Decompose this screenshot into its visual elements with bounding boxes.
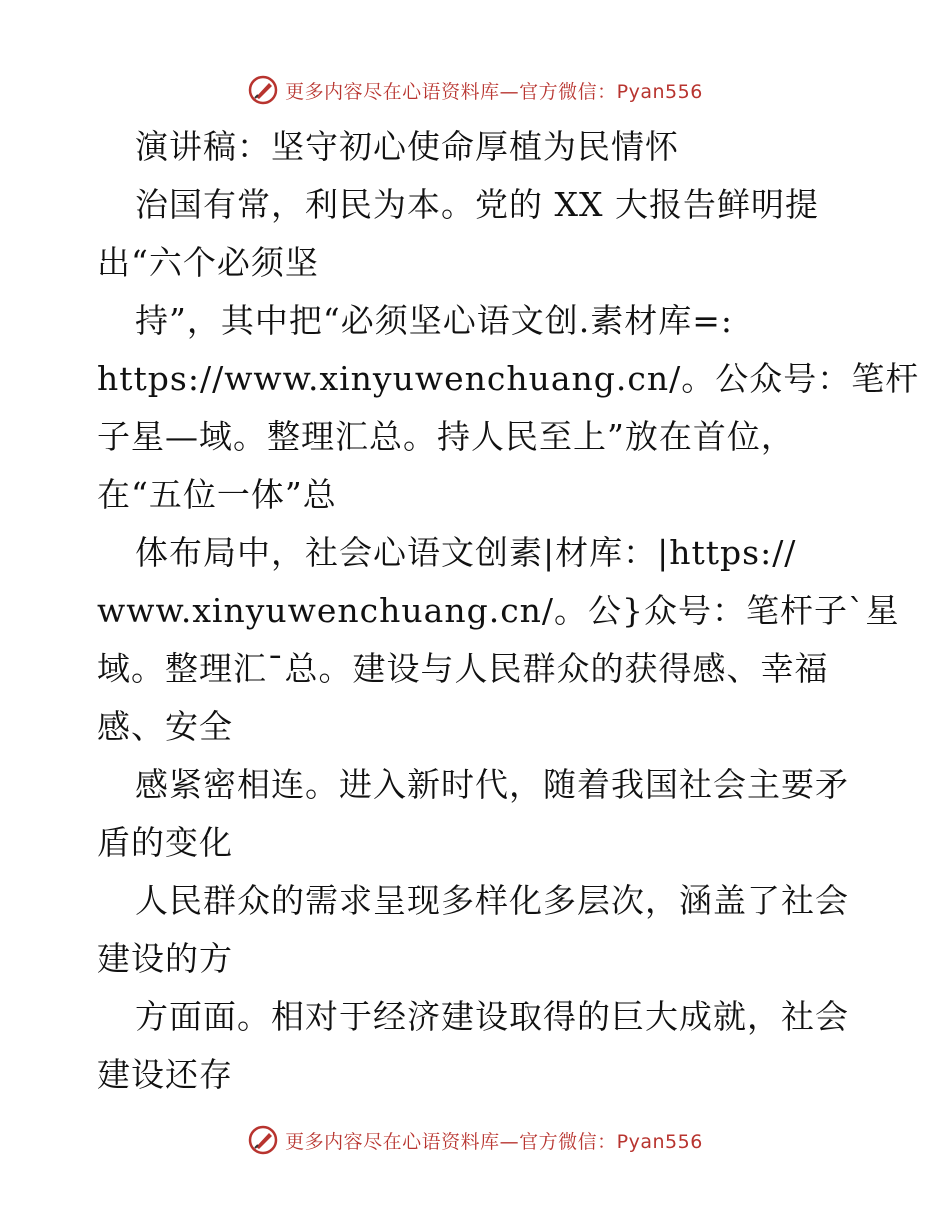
document-line: www.xinyuwenchuang.cn/。公}众号：笔杆子`星 — [97, 591, 900, 630]
document-body — [97, 118, 920, 1104]
footer-banner — [0, 1120, 950, 1160]
document-line: 持”，其中把“必须坚心语文创.素材库=: — [135, 301, 733, 340]
document-line: 在“五位一体”总 — [97, 475, 337, 514]
header-banner-inner — [247, 74, 703, 106]
document-line: 治国有常，利民为本。党的 XX 大报告鲜明提 — [135, 185, 819, 224]
document-line: 盾的变化 — [97, 823, 233, 862]
document-line: https://www.xinyuwenchuang.cn/。公众号：笔杆 — [97, 359, 920, 398]
document-line: 感、安全 — [97, 707, 233, 746]
document-line: 感紧密相连。进入新时代，随着我国社会主要矛 — [135, 765, 849, 804]
document-line: 人民群众的需求呈现多样化多层次，涵盖了社会 — [135, 881, 849, 920]
quill-pen-logo-icon — [247, 74, 279, 106]
header-banner-text: 更多内容尽在心语资料库—官方微信：Pyan556 — [285, 80, 703, 103]
document-line: 方面面。相对于经济建设取得的巨大成就，社会 — [135, 997, 849, 1036]
document-line: 子星—域。整理汇总。持人民至上”放在首位， — [97, 417, 795, 456]
document-line: 体布局中，社会心语文创素|材库：|https:// — [135, 533, 797, 572]
footer-banner-text: 更多内容尽在心语资料库—官方微信：Pyan556 — [285, 1130, 703, 1153]
quill-pen-logo-icon — [247, 1124, 279, 1156]
header-banner — [0, 70, 950, 110]
document-line: 演讲稿：坚守初心使命厚植为民情怀 — [135, 127, 679, 166]
document-line: 出“六个必须坚 — [97, 243, 319, 282]
footer-banner-inner — [247, 1124, 703, 1156]
document-line: 域。整理汇¯总。建设与人民群众的获得感、幸福 — [97, 649, 829, 688]
document-line: 建设还存 — [97, 1055, 233, 1094]
document-line: 建设的方 — [97, 939, 233, 978]
